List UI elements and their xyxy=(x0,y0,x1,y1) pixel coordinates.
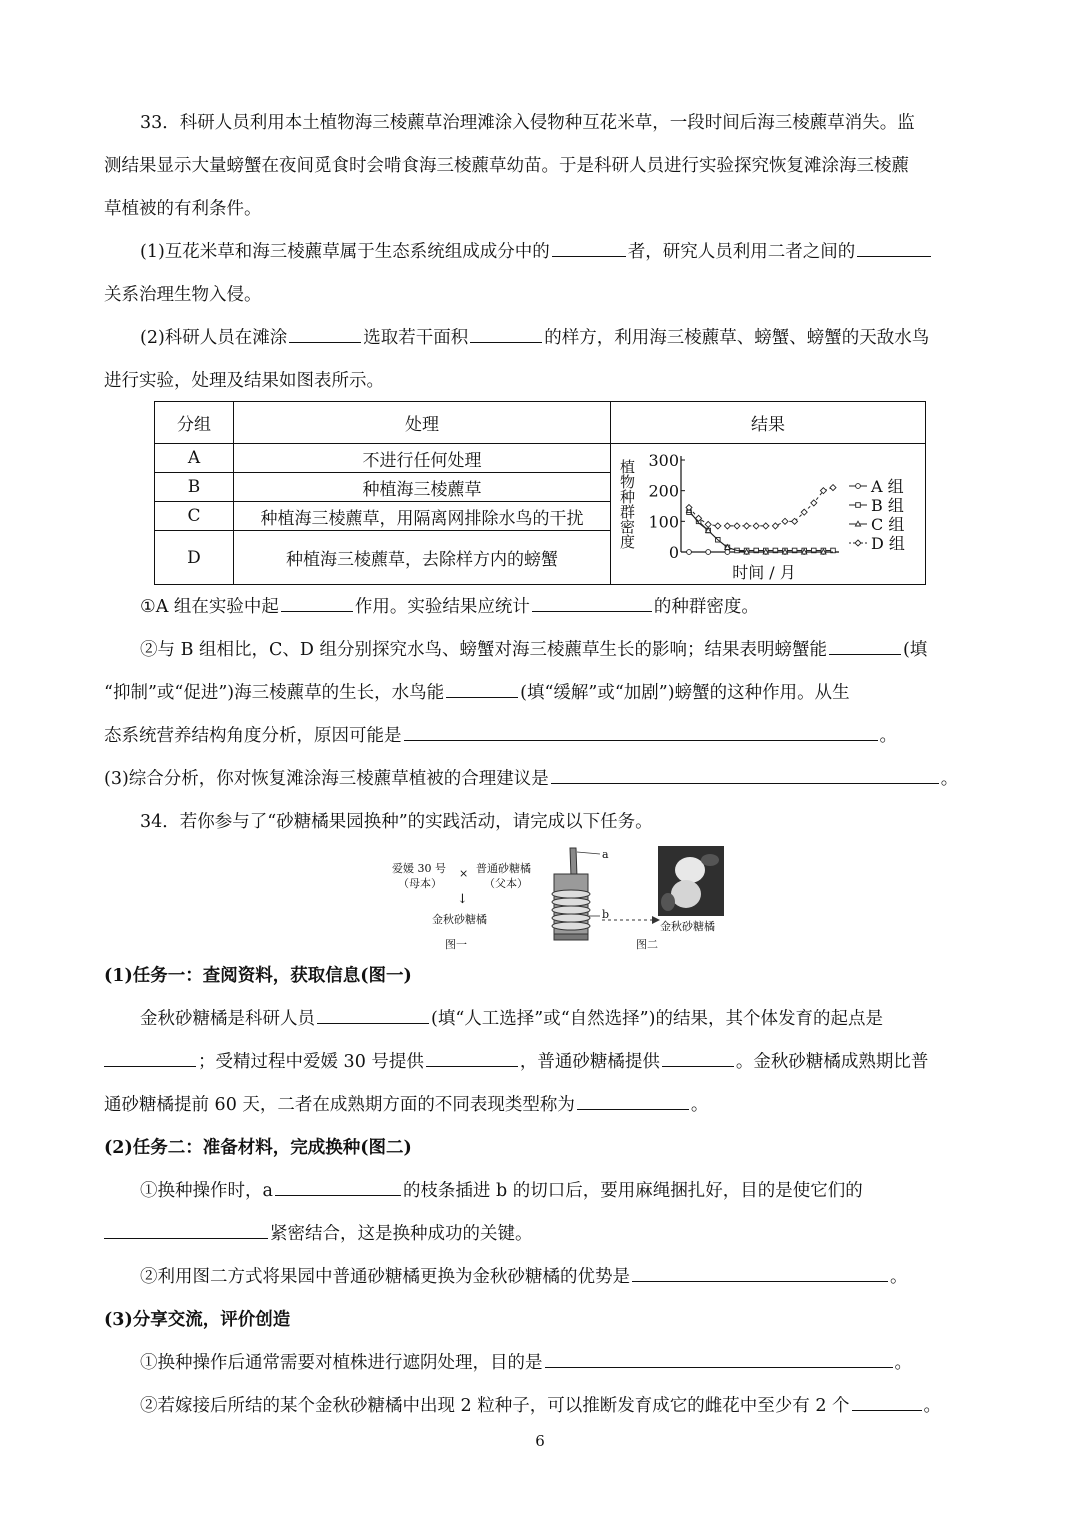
q33-sub1-text-b: 作用。实验结果应统计 xyxy=(354,597,530,617)
legend-marker xyxy=(856,484,861,489)
answer-blank[interactable] xyxy=(404,718,878,741)
mother-name: 爱媛 30 号 xyxy=(392,862,446,875)
q34-task1-text-e: 。金秋砂糖橘成熟期比普 xyxy=(735,1052,929,1072)
table-cell-treatment: 种植海三棱藨草 xyxy=(234,473,611,502)
q34-task3-text-a: ①换种操作后通常需要对植株进行遮阴处理，目的是 xyxy=(140,1353,543,1373)
q34-task1 xyxy=(104,998,978,1041)
figure-one xyxy=(388,858,548,953)
q34-task2-text-c: 紧密结合，这是换种成功的关键。 xyxy=(270,1224,533,1244)
q34-task3-text-b: 。 xyxy=(894,1353,912,1373)
q34-task3-text-c: ②若嫁接后所结的某个金秋砂糖橘中出现 2 粒种子，可以推断发育成它的雌花中至少有 2 个 xyxy=(140,1396,850,1416)
table-row xyxy=(155,444,926,473)
answer-blank[interactable] xyxy=(552,234,626,257)
data-point xyxy=(725,550,730,555)
figure-two-caption: 图二 xyxy=(636,938,658,951)
data-point xyxy=(724,523,730,529)
answer-blank[interactable] xyxy=(577,1087,689,1110)
q33-sub2 xyxy=(104,629,978,672)
data-point xyxy=(772,523,778,529)
page-number: 6 xyxy=(535,1432,545,1450)
answer-blank[interactable] xyxy=(281,589,353,612)
cross-symbol: × xyxy=(459,867,469,880)
q34-task3-text-d: 。 xyxy=(923,1396,942,1416)
q33-part2-text-a: (2)科研人员在滩涂 xyxy=(140,328,288,348)
q33-intro-line3: 草植被的有利条件。 xyxy=(104,199,262,219)
answer-blank[interactable] xyxy=(829,632,901,655)
experiment-table xyxy=(154,401,926,585)
answer-blank[interactable] xyxy=(446,675,518,698)
stock-label-b: b xyxy=(602,908,610,921)
q33-sub2-line2 xyxy=(104,672,978,715)
mother-role: （母本） xyxy=(398,877,442,890)
answer-blank[interactable] xyxy=(545,1345,893,1368)
legend-marker xyxy=(855,540,861,546)
legend-label: D 组 xyxy=(871,534,905,553)
q33-sub1-text-c: 的种群密度。 xyxy=(653,597,759,617)
q33-sub2-line3 xyxy=(104,715,978,758)
answer-blank[interactable] xyxy=(470,320,542,343)
q34-intro: 34．若你参与了“砂糖橘果园换种”的实践活动，请完成以下任务。 xyxy=(140,812,653,832)
data-point xyxy=(715,523,721,529)
q33-sub2-text-e: 态系统营养结构角度分析，原因可能是 xyxy=(104,726,402,746)
q34-task3-sub1 xyxy=(104,1342,978,1385)
q33-part3 xyxy=(104,758,978,801)
answer-blank[interactable] xyxy=(551,761,939,784)
table-cell-treatment: 种植海三棱藨草，去除样方内的螃蟹 xyxy=(234,531,611,585)
answer-blank[interactable] xyxy=(104,1216,268,1239)
answer-blank[interactable] xyxy=(632,1259,888,1282)
data-point xyxy=(687,550,692,555)
table-header-treatment: 处理 xyxy=(234,402,611,444)
q33-part1-line2: 关系治理生物入侵。 xyxy=(104,285,262,305)
q33-part1-text-b: 者，研究人员利用二者之间的 xyxy=(627,242,856,262)
table-cell-group: B xyxy=(155,473,234,502)
answer-blank[interactable] xyxy=(662,1044,734,1067)
q33-part2-text-b: 选取若干面积 xyxy=(363,328,469,348)
q34-task2-text-d: ②利用图二方式将果园中普通砂糖橘更换为金秋砂糖橘的优势是 xyxy=(140,1267,630,1287)
legend-label: A 组 xyxy=(871,477,904,496)
data-point xyxy=(744,523,750,529)
answer-blank[interactable] xyxy=(275,1173,401,1196)
q34-task1-title: (1)任务一：查阅资料，获取信息(图一) xyxy=(104,966,412,986)
q34-task2-text-b: 的枝条插进 b 的切口后，要用麻绳捆扎好，目的是使它们的 xyxy=(402,1181,863,1201)
q34-task3-sub2 xyxy=(104,1385,978,1428)
q33-sub1-text-a: ①A 组在实验中起 xyxy=(140,597,279,617)
legend-label: B 组 xyxy=(871,496,904,515)
figure-two xyxy=(540,842,740,954)
q33-part1 xyxy=(104,231,978,274)
q34-task3-title: (3)分享交流，评价创造 xyxy=(104,1310,291,1330)
q34-task1-text-b: (填“人工选择”或“自然选择”)的结果，其个体发育的起点是 xyxy=(431,1009,883,1029)
legend-label: C 组 xyxy=(871,515,905,534)
answer-blank[interactable] xyxy=(857,234,931,257)
series-line-4 xyxy=(689,488,833,526)
data-point xyxy=(801,509,807,515)
table-cell-treatment: 种植海三棱藨草，用隔离网排除水鸟的干扰 xyxy=(234,502,611,531)
q34-task1-line2 xyxy=(104,1041,978,1084)
answer-blank[interactable] xyxy=(426,1044,518,1067)
q34-task2-line3 xyxy=(104,1256,978,1299)
data-point xyxy=(706,550,711,555)
q34-task2 xyxy=(104,1170,978,1213)
q33-part3-text-a: (3)综合分析，你对恢复滩涂海三棱藨草植被的合理建议是 xyxy=(104,769,549,789)
q34-task2-title: (2)任务二：准备材料，完成换种(图二) xyxy=(104,1138,412,1158)
q34-task1-text-g: 。 xyxy=(690,1095,709,1115)
father-name: 普通砂糖橘 xyxy=(476,862,531,875)
q33-part1-text-a: (1)互花米草和海三棱藨草属于生态系统组成成分中的 xyxy=(140,242,550,262)
fruit-caption: 金秋砂糖橘 xyxy=(660,920,715,933)
data-point xyxy=(763,523,769,529)
q34-task1-text-c: ；受精过程中爱媛 30 号提供 xyxy=(198,1052,424,1072)
y-axis-label: 植物种群密度 xyxy=(618,459,636,549)
table-header-result: 结果 xyxy=(611,402,926,444)
cross-arrow-icon: ↓ xyxy=(457,892,468,907)
q33-sub2-text-c: “抑制”或“促进”)海三棱藨草的生长，水鸟能 xyxy=(104,683,445,703)
offspring-name: 金秋砂糖橘 xyxy=(432,913,487,926)
density-line-chart xyxy=(611,444,924,584)
q33-sub2-text-f: 。 xyxy=(879,726,897,746)
table-cell-group: A xyxy=(155,444,234,473)
legend-marker xyxy=(856,503,861,508)
answer-blank[interactable] xyxy=(532,589,652,612)
data-point xyxy=(705,521,711,527)
q33-sub2-text-d: (填“缓解”或“加剧”)螃蟹的这种作用。从生 xyxy=(520,683,850,703)
q34-task2-text-a: ①换种操作时，a xyxy=(140,1181,273,1201)
y-tick-label: 100 xyxy=(648,512,679,532)
q33-part2-line2: 进行实验，处理及结果如图表所示。 xyxy=(104,371,384,391)
answer-blank[interactable] xyxy=(317,1001,429,1024)
answer-blank[interactable] xyxy=(852,1388,922,1411)
data-point xyxy=(782,518,788,524)
y-tick-label: 200 xyxy=(648,481,679,501)
q34-task2-text-e: 。 xyxy=(890,1267,908,1287)
q34-task1-line3 xyxy=(104,1084,978,1127)
q34-task2-line2 xyxy=(104,1213,978,1256)
answer-blank[interactable] xyxy=(104,1044,196,1067)
data-point xyxy=(753,523,759,529)
q33-intro-line1: 33．科研人员利用本土植物海三棱藨草治理滩涂入侵物种互花米草，一段时间后海三棱藨草消失。监 xyxy=(140,113,915,133)
q33-sub2-text-a: ②与 B 组相比，C、D 组分别探究水鸟、螃蟹对海三棱藨草生长的影响；结果表明螃蟹能 xyxy=(140,640,827,660)
q33-sub1 xyxy=(104,586,978,629)
figure-one-caption: 图一 xyxy=(445,938,467,951)
table-cell-group: D xyxy=(155,531,234,585)
q34-task1-text-f: 通砂糖橘提前 60 天，二者在成熟期方面的不同表现类型称为 xyxy=(104,1095,575,1115)
table-cell-treatment: 不进行任何处理 xyxy=(234,444,611,473)
data-point xyxy=(830,485,836,491)
data-point xyxy=(811,500,817,506)
result-chart-cell xyxy=(611,444,926,585)
x-axis-label: 时间 / 月 xyxy=(732,563,796,582)
answer-blank[interactable] xyxy=(289,320,361,343)
father-role: （父本） xyxy=(484,877,528,890)
q33-part3-text-b: 。 xyxy=(940,769,959,789)
y-tick-label: 300 xyxy=(648,451,679,470)
q34-task1-text-a: 金秋砂糖橘是科研人员 xyxy=(140,1009,315,1029)
table-header-group: 分组 xyxy=(155,402,234,444)
data-point xyxy=(734,523,740,529)
q33-sub2-text-b: (填 xyxy=(902,640,928,660)
q34-task1-text-d: ，普通砂糖橘提供 xyxy=(519,1052,660,1072)
q33-part2-text-c: 的样方，利用海三棱藨草、螃蟹、螃蟹的天敌水鸟 xyxy=(544,328,930,348)
q33-intro-line2: 测结果显示大量螃蟹在夜间觅食时会啃食海三棱藨草幼苗。于是科研人员进行实验探究恢复滩涂海三棱藨 xyxy=(104,156,909,176)
table-cell-group: C xyxy=(155,502,234,531)
y-tick-label: 0 xyxy=(668,543,679,562)
scion-label-a: a xyxy=(602,848,609,861)
q33-part2 xyxy=(104,317,978,360)
